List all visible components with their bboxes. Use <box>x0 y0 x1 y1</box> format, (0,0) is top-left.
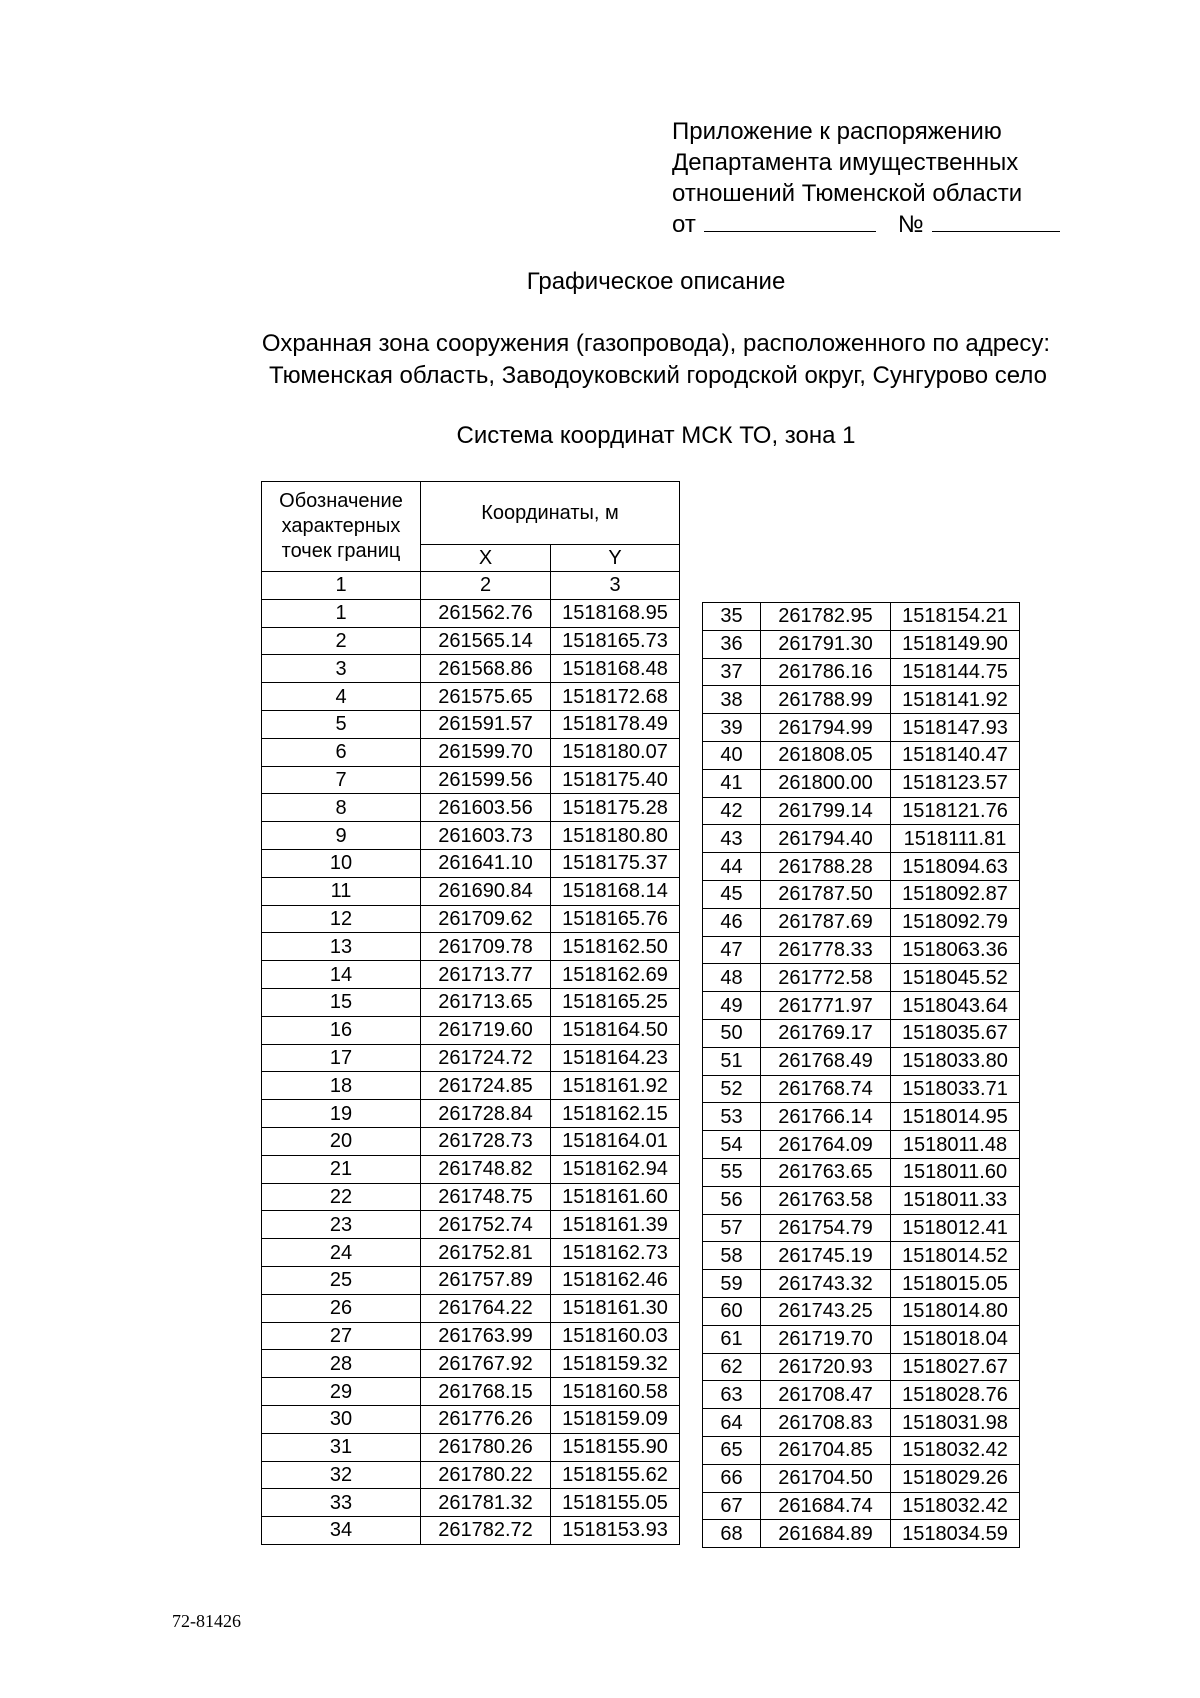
y-coordinate-cell: 1518162.73 <box>551 1239 680 1267</box>
table-row <box>262 683 680 711</box>
number-blank <box>932 209 1060 232</box>
y-coordinate-cell: 1518032.42 <box>891 1436 1020 1464</box>
appendix-line-2: Департамента имущественных <box>672 149 1019 176</box>
table-row <box>703 603 1020 631</box>
table-row <box>703 1242 1020 1270</box>
point-number-cell: 52 <box>703 1075 761 1103</box>
table-row <box>703 1464 1020 1492</box>
x-coordinate-cell: 261768.15 <box>421 1378 551 1406</box>
table-row <box>262 1072 680 1100</box>
x-coordinate-cell: 261562.76 <box>421 599 551 627</box>
document-title: Графическое описание <box>526 268 786 295</box>
point-number-cell: 63 <box>703 1381 761 1409</box>
point-number-cell: 12 <box>262 905 421 933</box>
x-coordinate-cell: 261603.73 <box>421 822 551 850</box>
y-coordinate-cell: 1518165.73 <box>551 627 680 655</box>
point-number-cell: 35 <box>703 603 761 631</box>
point-number-cell: 37 <box>703 658 761 686</box>
x-coordinate-cell: 261599.56 <box>421 766 551 794</box>
y-coordinate-cell: 1518012.41 <box>891 1214 1020 1242</box>
y-coordinate-cell: 1518011.48 <box>891 1131 1020 1159</box>
point-number-cell: 28 <box>262 1350 421 1378</box>
y-column-header: Y <box>551 545 680 572</box>
y-coordinate-cell: 1518111.81 <box>891 825 1020 853</box>
y-coordinate-cell: 1518032.42 <box>891 1492 1020 1520</box>
point-number-cell: 5 <box>262 710 421 738</box>
point-number-cell: 50 <box>703 1019 761 1047</box>
x-coordinate-cell: 261794.40 <box>761 825 891 853</box>
y-coordinate-cell: 1518141.92 <box>891 686 1020 714</box>
table-row <box>262 766 680 794</box>
x-coordinate-cell: 261757.89 <box>421 1266 551 1294</box>
point-number-cell: 64 <box>703 1409 761 1437</box>
x-coordinate-cell: 261719.70 <box>761 1325 891 1353</box>
table-row <box>703 1297 1020 1325</box>
y-coordinate-cell: 1518155.90 <box>551 1433 680 1461</box>
table-row <box>703 1409 1020 1437</box>
x-coordinate-cell: 261764.22 <box>421 1294 551 1322</box>
table-row <box>703 825 1020 853</box>
table-row <box>262 627 680 655</box>
table-row <box>703 880 1020 908</box>
point-number-cell: 48 <box>703 964 761 992</box>
table-row <box>703 769 1020 797</box>
y-coordinate-cell: 1518140.47 <box>891 741 1020 769</box>
point-number-cell: 14 <box>262 961 421 989</box>
x-coordinate-cell: 261641.10 <box>421 849 551 877</box>
y-coordinate-cell: 1518164.01 <box>551 1127 680 1155</box>
table-row <box>703 1131 1020 1159</box>
x-coordinate-cell: 261743.32 <box>761 1270 891 1298</box>
y-coordinate-cell: 1518011.60 <box>891 1158 1020 1186</box>
point-number-cell: 68 <box>703 1520 761 1548</box>
point-number-cell: 49 <box>703 992 761 1020</box>
y-coordinate-cell: 1518154.21 <box>891 603 1020 631</box>
table-row <box>262 1266 680 1294</box>
y-coordinate-cell: 1518162.15 <box>551 1100 680 1128</box>
x-coordinate-cell: 261724.72 <box>421 1044 551 1072</box>
point-number-cell: 3 <box>262 655 421 683</box>
column-number-2: 2 <box>421 572 551 600</box>
x-coordinate-cell: 261603.56 <box>421 794 551 822</box>
point-number-cell: 32 <box>262 1461 421 1489</box>
y-coordinate-cell: 1518162.50 <box>551 933 680 961</box>
point-number-cell: 44 <box>703 853 761 881</box>
y-coordinate-cell: 1518033.71 <box>891 1075 1020 1103</box>
x-coordinate-cell: 261780.22 <box>421 1461 551 1489</box>
coordinates-table-right-body <box>703 603 1020 1548</box>
object-description-line-2: Тюменская область, Заводоуковский городской округ, Сунгурово село <box>269 362 1047 389</box>
table-row <box>703 1492 1020 1520</box>
y-coordinate-cell: 1518014.80 <box>891 1297 1020 1325</box>
table-row <box>703 908 1020 936</box>
x-coordinate-cell: 261684.74 <box>761 1492 891 1520</box>
y-coordinate-cell: 1518092.79 <box>891 908 1020 936</box>
column-number-1: 1 <box>262 572 421 600</box>
x-coordinate-cell: 261752.81 <box>421 1239 551 1267</box>
table-row <box>262 738 680 766</box>
x-coordinate-cell: 261781.32 <box>421 1489 551 1517</box>
x-coordinate-cell: 261748.75 <box>421 1183 551 1211</box>
x-column-header: X <box>421 545 551 572</box>
x-coordinate-cell: 261684.89 <box>761 1520 891 1548</box>
coordinates-table-left-body <box>262 482 680 1545</box>
table-row <box>262 1100 680 1128</box>
point-number-cell: 7 <box>262 766 421 794</box>
y-coordinate-cell: 1518035.67 <box>891 1019 1020 1047</box>
date-blank <box>704 209 876 232</box>
appendix-date-number-line <box>672 209 1060 240</box>
point-number-cell: 8 <box>262 794 421 822</box>
y-coordinate-cell: 1518164.23 <box>551 1044 680 1072</box>
x-coordinate-cell: 261791.30 <box>761 630 891 658</box>
table-row <box>262 988 680 1016</box>
y-coordinate-cell: 1518162.94 <box>551 1155 680 1183</box>
x-coordinate-cell: 261788.28 <box>761 853 891 881</box>
x-coordinate-cell: 261709.62 <box>421 905 551 933</box>
table-row <box>703 1019 1020 1047</box>
column-number-3: 3 <box>551 572 680 600</box>
y-coordinate-cell: 1518034.59 <box>891 1520 1020 1548</box>
table-row <box>262 655 680 683</box>
table-row <box>262 794 680 822</box>
point-number-cell: 24 <box>262 1239 421 1267</box>
x-coordinate-cell: 261767.92 <box>421 1350 551 1378</box>
x-coordinate-cell: 261769.17 <box>761 1019 891 1047</box>
table-row <box>262 849 680 877</box>
table-row <box>703 1158 1020 1186</box>
x-coordinate-cell: 261704.85 <box>761 1436 891 1464</box>
table-row <box>703 936 1020 964</box>
x-coordinate-cell: 261778.33 <box>761 936 891 964</box>
appendix-header <box>672 116 1060 240</box>
table-row <box>703 714 1020 742</box>
x-coordinate-cell: 261763.65 <box>761 1158 891 1186</box>
y-coordinate-cell: 1518018.04 <box>891 1325 1020 1353</box>
x-coordinate-cell: 261808.05 <box>761 741 891 769</box>
table-row <box>262 1378 680 1406</box>
point-number-cell: 19 <box>262 1100 421 1128</box>
x-coordinate-cell: 261787.50 <box>761 880 891 908</box>
point-number-cell: 11 <box>262 877 421 905</box>
y-coordinate-cell: 1518155.62 <box>551 1461 680 1489</box>
x-coordinate-cell: 261766.14 <box>761 1103 891 1131</box>
x-coordinate-cell: 261748.82 <box>421 1155 551 1183</box>
point-number-cell: 47 <box>703 936 761 964</box>
point-number-cell: 43 <box>703 825 761 853</box>
point-number-cell: 34 <box>262 1517 421 1545</box>
y-coordinate-cell: 1518063.36 <box>891 936 1020 964</box>
y-coordinate-cell: 1518144.75 <box>891 658 1020 686</box>
x-coordinate-cell: 261591.57 <box>421 710 551 738</box>
y-coordinate-cell: 1518162.69 <box>551 961 680 989</box>
y-coordinate-cell: 1518027.67 <box>891 1353 1020 1381</box>
x-coordinate-cell: 261768.74 <box>761 1075 891 1103</box>
y-coordinate-cell: 1518031.98 <box>891 1409 1020 1437</box>
table-row <box>703 1325 1020 1353</box>
table-row <box>262 1517 680 1545</box>
point-number-cell: 51 <box>703 1047 761 1075</box>
y-coordinate-cell: 1518162.46 <box>551 1266 680 1294</box>
table-row <box>262 905 680 933</box>
point-number-cell: 65 <box>703 1436 761 1464</box>
point-number-cell: 2 <box>262 627 421 655</box>
y-coordinate-cell: 1518164.50 <box>551 1016 680 1044</box>
y-coordinate-cell: 1518175.40 <box>551 766 680 794</box>
table-row <box>703 1075 1020 1103</box>
point-number-cell: 59 <box>703 1270 761 1298</box>
y-coordinate-cell: 1518161.39 <box>551 1211 680 1239</box>
y-coordinate-cell: 1518159.32 <box>551 1350 680 1378</box>
appendix-from-label: от <box>672 211 696 238</box>
table-row <box>262 1239 680 1267</box>
x-coordinate-cell: 261743.25 <box>761 1297 891 1325</box>
y-coordinate-cell: 1518014.95 <box>891 1103 1020 1131</box>
table-row <box>703 741 1020 769</box>
point-number-cell: 20 <box>262 1127 421 1155</box>
y-coordinate-cell: 1518123.57 <box>891 769 1020 797</box>
x-coordinate-cell: 261599.70 <box>421 738 551 766</box>
point-number-cell: 36 <box>703 630 761 658</box>
table-row <box>703 658 1020 686</box>
x-coordinate-cell: 261575.65 <box>421 683 551 711</box>
x-coordinate-cell: 261708.83 <box>761 1409 891 1437</box>
point-number-cell: 40 <box>703 741 761 769</box>
point-number-cell: 41 <box>703 769 761 797</box>
table-column-number-row <box>262 572 680 600</box>
point-number-cell: 60 <box>703 1297 761 1325</box>
table-row <box>262 710 680 738</box>
x-coordinate-cell: 261772.58 <box>761 964 891 992</box>
point-number-cell: 57 <box>703 1214 761 1242</box>
point-number-cell: 21 <box>262 1155 421 1183</box>
table-row <box>703 992 1020 1020</box>
x-coordinate-cell: 261728.73 <box>421 1127 551 1155</box>
point-number-cell: 61 <box>703 1325 761 1353</box>
x-coordinate-cell: 261786.16 <box>761 658 891 686</box>
coordinates-table-left <box>261 481 680 1545</box>
point-number-cell: 29 <box>262 1378 421 1406</box>
x-coordinate-cell: 261764.09 <box>761 1131 891 1159</box>
table-row <box>262 1183 680 1211</box>
point-number-cell: 17 <box>262 1044 421 1072</box>
y-coordinate-cell: 1518045.52 <box>891 964 1020 992</box>
y-coordinate-cell: 1518180.07 <box>551 738 680 766</box>
table-header-row <box>262 482 680 545</box>
point-number-cell: 30 <box>262 1405 421 1433</box>
x-coordinate-cell: 261745.19 <box>761 1242 891 1270</box>
y-coordinate-cell: 1518033.80 <box>891 1047 1020 1075</box>
table-row <box>703 1186 1020 1214</box>
point-number-cell: 18 <box>262 1072 421 1100</box>
table-row <box>703 1270 1020 1298</box>
x-coordinate-cell: 261724.85 <box>421 1072 551 1100</box>
y-coordinate-cell: 1518168.48 <box>551 655 680 683</box>
x-coordinate-cell: 261709.78 <box>421 933 551 961</box>
table-row <box>703 1353 1020 1381</box>
table-row <box>262 877 680 905</box>
point-number-cell: 66 <box>703 1464 761 1492</box>
table-row <box>262 1489 680 1517</box>
points-column-header: Обозначение характерных точек границ <box>262 482 421 572</box>
table-row <box>703 1214 1020 1242</box>
y-coordinate-cell: 1518160.58 <box>551 1378 680 1406</box>
coordinates-table-right <box>702 602 1020 1548</box>
table-row <box>262 1044 680 1072</box>
x-coordinate-cell: 261776.26 <box>421 1405 551 1433</box>
y-coordinate-cell: 1518180.80 <box>551 822 680 850</box>
y-coordinate-cell: 1518159.09 <box>551 1405 680 1433</box>
x-coordinate-cell: 261763.58 <box>761 1186 891 1214</box>
point-number-cell: 6 <box>262 738 421 766</box>
y-coordinate-cell: 1518147.93 <box>891 714 1020 742</box>
coordinates-column-header: Координаты, м <box>421 482 680 545</box>
appendix-number-label: № <box>897 211 924 238</box>
point-number-cell: 67 <box>703 1492 761 1520</box>
point-number-cell: 27 <box>262 1322 421 1350</box>
y-coordinate-cell: 1518165.25 <box>551 988 680 1016</box>
appendix-line-3: отношений Тюменской области <box>672 180 1023 207</box>
x-coordinate-cell: 261782.95 <box>761 603 891 631</box>
table-row <box>703 1103 1020 1131</box>
point-number-cell: 9 <box>262 822 421 850</box>
table-row <box>703 1436 1020 1464</box>
table-row <box>262 1016 680 1044</box>
point-number-cell: 13 <box>262 933 421 961</box>
table-row <box>703 1520 1020 1548</box>
x-coordinate-cell: 261768.49 <box>761 1047 891 1075</box>
point-number-cell: 58 <box>703 1242 761 1270</box>
y-coordinate-cell: 1518155.05 <box>551 1489 680 1517</box>
table-row <box>703 853 1020 881</box>
x-coordinate-cell: 261713.77 <box>421 961 551 989</box>
point-number-cell: 42 <box>703 797 761 825</box>
point-number-cell: 16 <box>262 1016 421 1044</box>
x-coordinate-cell: 261565.14 <box>421 627 551 655</box>
y-coordinate-cell: 1518153.93 <box>551 1517 680 1545</box>
y-coordinate-cell: 1518178.49 <box>551 710 680 738</box>
point-number-cell: 4 <box>262 683 421 711</box>
point-number-cell: 53 <box>703 1103 761 1131</box>
x-coordinate-cell: 261771.97 <box>761 992 891 1020</box>
y-coordinate-cell: 1518168.14 <box>551 877 680 905</box>
x-coordinate-cell: 261719.60 <box>421 1016 551 1044</box>
y-coordinate-cell: 1518092.87 <box>891 880 1020 908</box>
point-number-cell: 22 <box>262 1183 421 1211</box>
table-row <box>262 1322 680 1350</box>
x-coordinate-cell: 261782.72 <box>421 1517 551 1545</box>
point-number-cell: 15 <box>262 988 421 1016</box>
table-row <box>262 1127 680 1155</box>
y-coordinate-cell: 1518121.76 <box>891 797 1020 825</box>
point-number-cell: 1 <box>262 599 421 627</box>
x-coordinate-cell: 261568.86 <box>421 655 551 683</box>
table-row <box>262 1294 680 1322</box>
x-coordinate-cell: 261708.47 <box>761 1381 891 1409</box>
table-row <box>262 1461 680 1489</box>
table-row <box>262 961 680 989</box>
x-coordinate-cell: 261752.74 <box>421 1211 551 1239</box>
point-number-cell: 33 <box>262 1489 421 1517</box>
y-coordinate-cell: 1518014.52 <box>891 1242 1020 1270</box>
x-coordinate-cell: 261787.69 <box>761 908 891 936</box>
y-coordinate-cell: 1518172.68 <box>551 683 680 711</box>
y-coordinate-cell: 1518011.33 <box>891 1186 1020 1214</box>
table-row <box>703 1047 1020 1075</box>
x-coordinate-cell: 261690.84 <box>421 877 551 905</box>
point-number-cell: 56 <box>703 1186 761 1214</box>
x-coordinate-cell: 261754.79 <box>761 1214 891 1242</box>
table-row <box>262 822 680 850</box>
y-coordinate-cell: 1518168.95 <box>551 599 680 627</box>
y-coordinate-cell: 1518043.64 <box>891 992 1020 1020</box>
point-number-cell: 62 <box>703 1353 761 1381</box>
footer-document-code: 72-81426 <box>172 1611 241 1631</box>
y-coordinate-cell: 1518029.26 <box>891 1464 1020 1492</box>
table-row <box>703 1381 1020 1409</box>
table-row <box>262 933 680 961</box>
point-number-cell: 31 <box>262 1433 421 1461</box>
table-row <box>262 1433 680 1461</box>
y-coordinate-cell: 1518161.30 <box>551 1294 680 1322</box>
table-row <box>703 964 1020 992</box>
table-row <box>262 1405 680 1433</box>
point-number-cell: 54 <box>703 1131 761 1159</box>
table-row <box>262 599 680 627</box>
y-coordinate-cell: 1518165.76 <box>551 905 680 933</box>
object-description-line-1: Охранная зона сооружения (газопровода), расположенного по адресу: <box>261 330 1051 357</box>
y-coordinate-cell: 1518160.03 <box>551 1322 680 1350</box>
point-number-cell: 10 <box>262 849 421 877</box>
point-number-cell: 39 <box>703 714 761 742</box>
y-coordinate-cell: 1518149.90 <box>891 630 1020 658</box>
y-coordinate-cell: 1518175.37 <box>551 849 680 877</box>
appendix-line-1: Приложение к распоряжению <box>672 118 1002 145</box>
point-number-cell: 46 <box>703 908 761 936</box>
x-coordinate-cell: 261720.93 <box>761 1353 891 1381</box>
x-coordinate-cell: 261799.14 <box>761 797 891 825</box>
point-number-cell: 55 <box>703 1158 761 1186</box>
table-row <box>262 1350 680 1378</box>
x-coordinate-cell: 261788.99 <box>761 686 891 714</box>
point-number-cell: 23 <box>262 1211 421 1239</box>
table-row <box>262 1155 680 1183</box>
point-number-cell: 45 <box>703 880 761 908</box>
y-coordinate-cell: 1518094.63 <box>891 853 1020 881</box>
table-row <box>262 1211 680 1239</box>
coordinate-system-label: Система координат МСК ТО, зона 1 <box>456 422 856 449</box>
y-coordinate-cell: 1518161.92 <box>551 1072 680 1100</box>
y-coordinate-cell: 1518015.05 <box>891 1270 1020 1298</box>
y-coordinate-cell: 1518028.76 <box>891 1381 1020 1409</box>
x-coordinate-cell: 261763.99 <box>421 1322 551 1350</box>
y-coordinate-cell: 1518161.60 <box>551 1183 680 1211</box>
table-row <box>703 797 1020 825</box>
y-coordinate-cell: 1518175.28 <box>551 794 680 822</box>
x-coordinate-cell: 261713.65 <box>421 988 551 1016</box>
table-row <box>703 630 1020 658</box>
point-number-cell: 26 <box>262 1294 421 1322</box>
point-number-cell: 38 <box>703 686 761 714</box>
table-row <box>703 686 1020 714</box>
point-number-cell: 25 <box>262 1266 421 1294</box>
x-coordinate-cell: 261780.26 <box>421 1433 551 1461</box>
x-coordinate-cell: 261704.50 <box>761 1464 891 1492</box>
x-coordinate-cell: 261728.84 <box>421 1100 551 1128</box>
x-coordinate-cell: 261800.00 <box>761 769 891 797</box>
x-coordinate-cell: 261794.99 <box>761 714 891 742</box>
